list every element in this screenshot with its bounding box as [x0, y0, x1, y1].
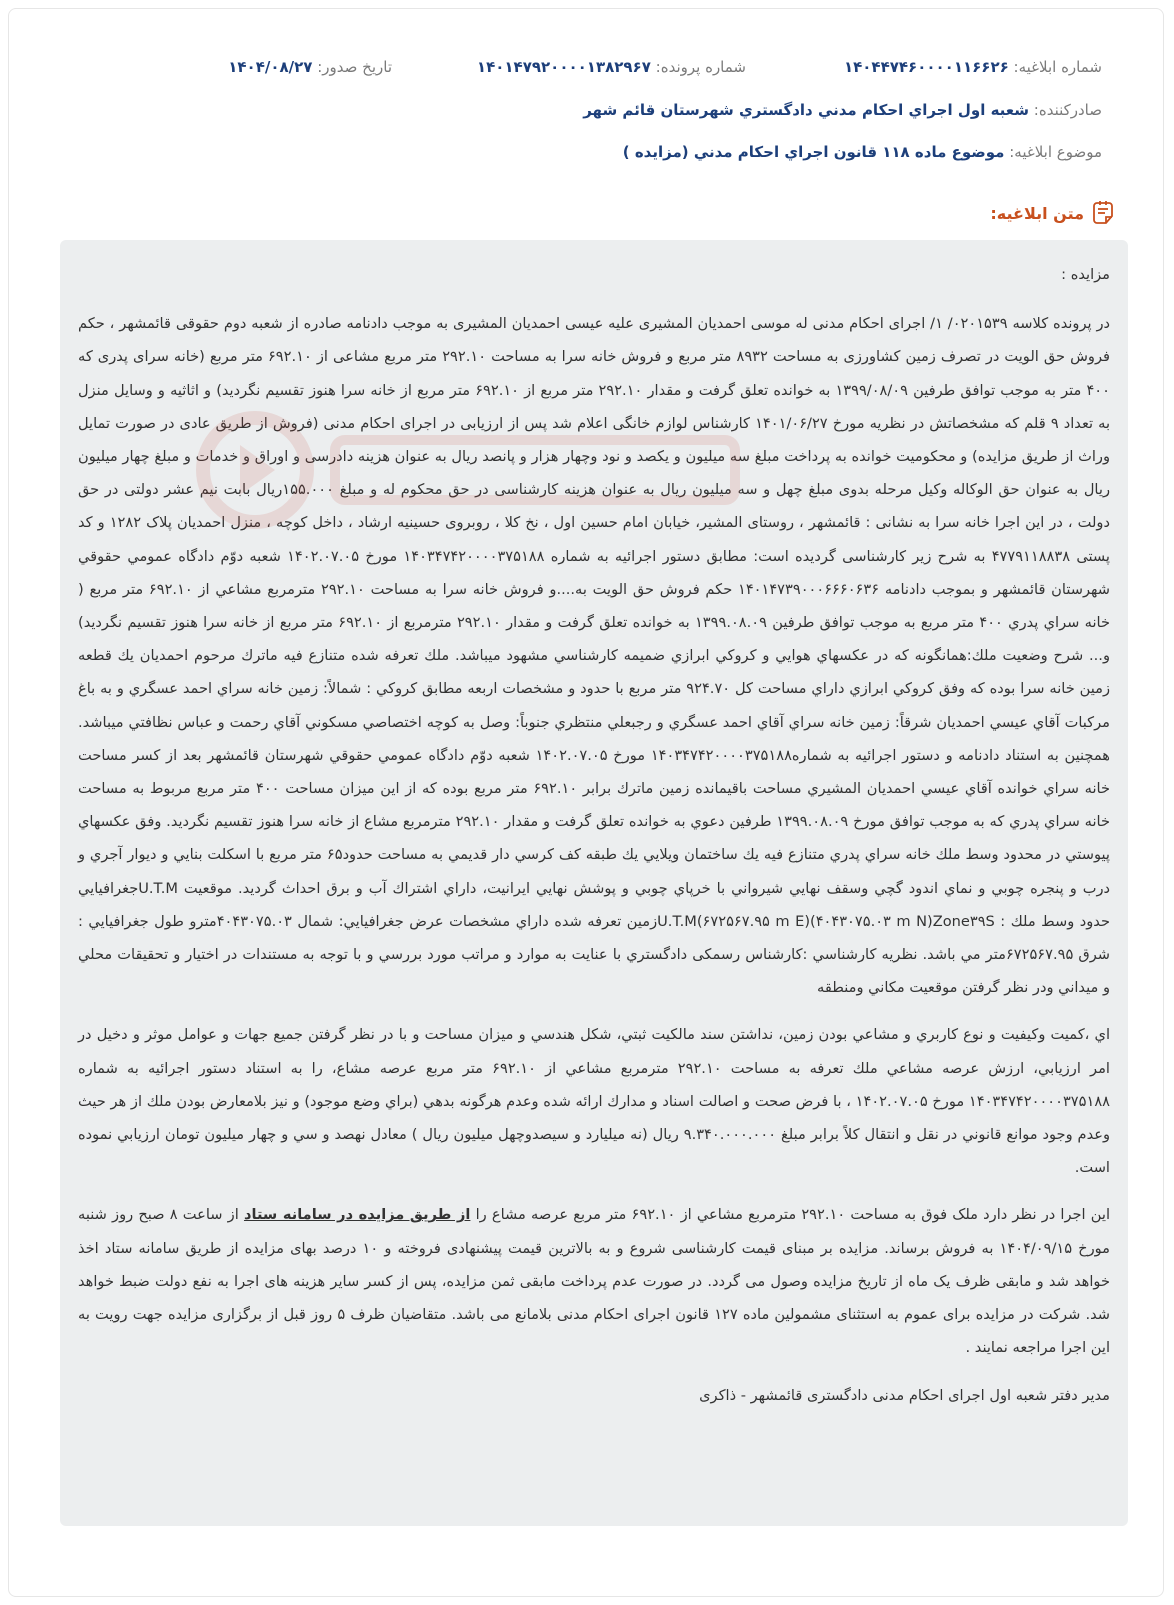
body-paragraph-3 — [78, 1198, 1110, 1364]
subject-label: موضوع ابلاغیه: — [1009, 143, 1102, 161]
auction-heading: مزایده : — [1061, 266, 1110, 283]
paragraph-3-start: این اجرا در نظر دارد ملک فوق به مساحت ۲۹۲.۱۰ مترمربع مشاعي از ۶۹۲.۱۰ متر مربع عرصه مشاع را — [470, 1206, 1111, 1224]
setad-system-highlight: از طریق مزایده در سامانه ستاد — [243, 1206, 471, 1224]
notice-text-title: متن ابلاغیه: — [990, 203, 1084, 223]
notice-body-panel — [60, 240, 1128, 1526]
issue-date-label: تاریخ صدور: — [317, 58, 392, 76]
body-paragraph-2: اي ،كميت وكيفيت و نوع كاربري و مشاعي بودن زمين، نداشتن سند مالكيت ثبتي، شكل هندسي و ميزان مساحت و با در نظر گرفتن جميع جهات و عوامل موثر و دخيل در امر ارزيابي، ارزش عرصه مشاعي ملك تعرفه به مساحت ۲۹۲.۱۰ مترمربع مشاعي از ۶۹۲.۱۰ متر مربع عرصه مشاع، را به استناد دستور اجرائيه به شماره ۱۴۰۳۴۷۴۲۰۰۰۰۳۷۵۱۸۸ مورخ ۱۴۰۲.۰۷.۰۵ ، با فرض صحت و اصالت اسناد و مدارك ارائه شده وعدم هرگونه بدهي (براي وضع موجود) و نيز بلامعارض بودن ملك از هر حيث وعدم وجود موانع قانوني در نقل و انتقال كلاً برابر مبلغ ۹.۳۴۰.۰۰۰.۰۰۰ ريال (نه ميليارد و سيصدوچهل ميليون ريال ) معادل نهصد و سي و چهار ميليون تومان ارزيابي نموده است. — [78, 1026, 1110, 1177]
body-paragraph-1: در پرونده کلاسه ۰۲۰۱۵۳۹/ ۱/ اجرای احکام مدنی له موسی احمدیان المشیری علیه عیسی احمدیان المشیری به موجب دادنامه صادره از شعبه دوم حقوقی قائمشهر ، حکم فروش حق الویت در تصرف زمین کشاورزی به مساحت ۸۹۳۲ متر مربع و فروش خانه سرا به مساحت ۲۹۲.۱۰ متر مربع مشاعی از ۶۹۲.۱۰ متر مربع (خانه سرای پدری که ۴۰۰ متر به موجب توافق طرفین ۱۳۹۹/۰۸/۰۹ به خوانده تعلق گرفت و مقدار ۲۹۲.۱۰ متر مربع از ۶۹۲.۱۰ متر مربع از خانه سرا هنوز تقسیم نگردید) و اثاثیه و وسایل منزل به تعداد ۹ قلم که مشخصاتش در نظریه مورخ ۱۴۰۱/۰۶/۲۷ کارشناس لوازم خانگی اعلام شد پس از ارزیابی در اجرای احکام مدنی (فروش از طریق عادی در صورت تمایل وراث از طریق مزایده) و محکومیت خوانده به پرداخت مبلغ سه میلیون و یکصد و نود وچهار هزار و پانصد ریال به عنوان هزینه دادرسی و اوراق و خدمات و مبلغ چهار میلیون ریال به عنوان حق الوکاله وکیل مرحله بدوی مبلغ چهل و سه میلیون ریال به عنوان هزینه کارشناسی در حق محکوم له و مبلغ ۱۵۵.۰۰۰ریال بابت نیم عشر دولتی در حق دولت ، در این اجرا خانه سرا به نشانی : قائمشهر ، روستای المشیر، خیابان امام حسین اول ، نخ کلا ، روبروی حسینیه ارشاد ، داخل کوچه ، منزل احمدیان پلاک ۱۲۸۲ و کد پستی ۴۷۷۹۱۱۸۸۳۸ به شرح زیر کارشناسی گردیده است: مطابق دستور اجرائیه به شماره ۱۴۰۳۴۷۴۲۰۰۰۰۳۷۵۱۸۸ مورخ ۱۴۰۲.۰۷.۰۵ شعبه دوّم دادگاه عمومي حقوقي شهرستان قائمشهر و بموجب دادنامه ۱۴۰۱۴۷۳۹۰۰۰۶۶۶۰۶۳۶ حكم فروش حق الويت به....و فروش خانه سرا به مساحت ۲۹۲.۱۰ مترمربع مشاعي از ۶۹۲.۱۰ متر مربع ( خانه سراي پدري ۴۰۰ متر مربع به موجب توافق طرفين ۱۳۹۹.۰۸.۰۹ به خوانده تعلق گرفت و مقدار ۲۹۲.۱۰ مترمربع از ۶۹۲.۱۰ متر مربع از خانه سرا هنوز تقسيم نگرديد) و... شرح وضعيت ملك:همانگونه كه در عكسهاي هوايي و كروكي ابرازي ضميمه كارشناسي مشهود ميباشد. ملك تعرفه شده متنازع فيه ماترك مرحوم احمديان يك قطعه زمين خانه سرا بوده كه وفق كروكي ابرازي داراي مساحت كل ۹۲۴.۷۰ متر مربع با حدود و مشخصات اربعه مطابق كروكي : شمالاً: زمين خانه سراي احمد عسگري و به باغ مركبات آقاي عيسي احمديان شرقاً: زمين خانه سراي آقاي احمد عسگري و رجبعلي منتظري جنوباً: وصل به كوچه اختصاصي مسكوني آقاي رحمت و عباس نظافتي ميباشد. همچنين به استناد دادنامه و دستور اجرائيه به شماره۱۴۰۳۴۷۴۲۰۰۰۰۳۷۵۱۸۸ مورخ ۱۴۰۲.۰۷.۰۵ شعبه دوّم دادگاه عمومي حقوقي شهرستان قائمشهر بعد از كسر مساحت خانه سراي خوانده آقاي عيسي احمديان المشيري مساحت باقيمانده زمين ماترك برابر ۶۹۲.۱۰ متر مربع بوده كه از اين ميزان مساحت ۴۰۰ متر مربع مربوط به مساحت خانه سراي پدري كه به موجب توافق مورخ ۱۳۹۹.۰۸.۰۹ طرفين دعوي به خوانده تعلق گرفت و مقدار ۲۹۲.۱۰ مترمربع مشاع از خانه سرا هنوز تقسيم نگرديد. وفق عكسهاي پيوستي در محدود وسط ملك خانه سراي پدري متنازع فيه يك ساختمان ويلايي يك طبقه كف كرسي دار قديمي به مساحت حدود۶۵ متر مربع با اسكلت بنايي و ديوار آجري و درب و پنجره چوبي و نماي اندود گچي وسقف نهايي شيرواني با خرپاي چوبي و پوشش نهايي ايرانيت، داراي اشتراك آب و برق احداث گرديد. موقعيت U.T.Mجغرافيايي حدود وسط ملك : U.T.M(۶۷۲۵۶۷.۹۵ m E)(۴۰۴۳۰۷۵.۰۳ m N)Zone۳۹Sزمين تعرفه شده داراي مشخصات عرض جغرافيايي: شمال ۴۰۴۳۰۷۵.۰۳مترو طول جغرافيايي : شرق ۶۷۲۵۶۷.۹۵متر مي باشد. نظريه كارشناسي :كارشناس رسمكى دادگستري با عنايت به موارد و مراتب مورد بررسي و با توجه به مستندات در اختيار و تحقيقات محلي و ميداني ودر نظر گرفتن موقعيت مكاني ومنطقه — [78, 315, 1111, 997]
subject-value: موضوع ماده ۱۱۸ قانون اجراي احكام مدني (مزايده ) — [622, 143, 1005, 161]
notice-text-heading — [990, 200, 1116, 226]
issuer-value: شعبه اول اجراي احكام مدني دادگستري شهرستان قائم شهر — [583, 101, 1029, 119]
case-number — [477, 58, 746, 76]
signature-line: مدیر دفتر شعبه اول اجرای احکام مدنی دادگستری قائمشهر - ذاکری — [699, 1386, 1110, 1404]
notice-number-label: شماره ابلاغیه: — [1013, 58, 1102, 76]
case-number-value: ۱۴۰۱۴۷۹۲۰۰۰۰۱۳۸۲۹۶۷ — [476, 58, 651, 76]
notice-number — [844, 58, 1102, 76]
issue-date — [228, 58, 392, 76]
case-number-label: شماره پرونده: — [655, 58, 746, 76]
issuer-label: صادرکننده: — [1033, 101, 1102, 119]
issue-date-value: ۱۴۰۴/۰۸/۲۷ — [228, 58, 313, 76]
notice-number-value: ۱۴۰۴۴۷۴۶۰۰۰۰۱۱۶۶۲۶ — [843, 58, 1009, 76]
paragraph-3-end: از ساعت ۸ صبح روز شنبه مورخ ۱۴۰۴/۰۹/۱۵ به فروش برساند. مزایده بر مبنای قیمت کارشناسی شروع و به بالاترین قیمت پیشنهادی فروخته و ۱۰ درصد بهای مزایده از طریق سامانه ستاد اخذ خواهد شد و مابقی ظرف یک ماه از تاریخ مزایده وصول می گردد. در صورت عدم پرداخت مابقی ثمن مزایده، پس از کسر سایر هزینه های اجرا به نفع دولت ضبط خواهد شد. شرکت در مزایده برای عموم به استثنای مشمولین ماده ۱۲۷ قانون اجرای احکام مدنی بلامانع می باشد. متقاضیان ظرف ۵ روز قبل از برگزاری مزایده جهت رویت به این اجرا مراجعه نمایند . — [78, 1206, 1110, 1357]
notice-subject — [623, 143, 1102, 161]
issuer — [583, 101, 1102, 119]
document-icon — [1092, 200, 1116, 226]
